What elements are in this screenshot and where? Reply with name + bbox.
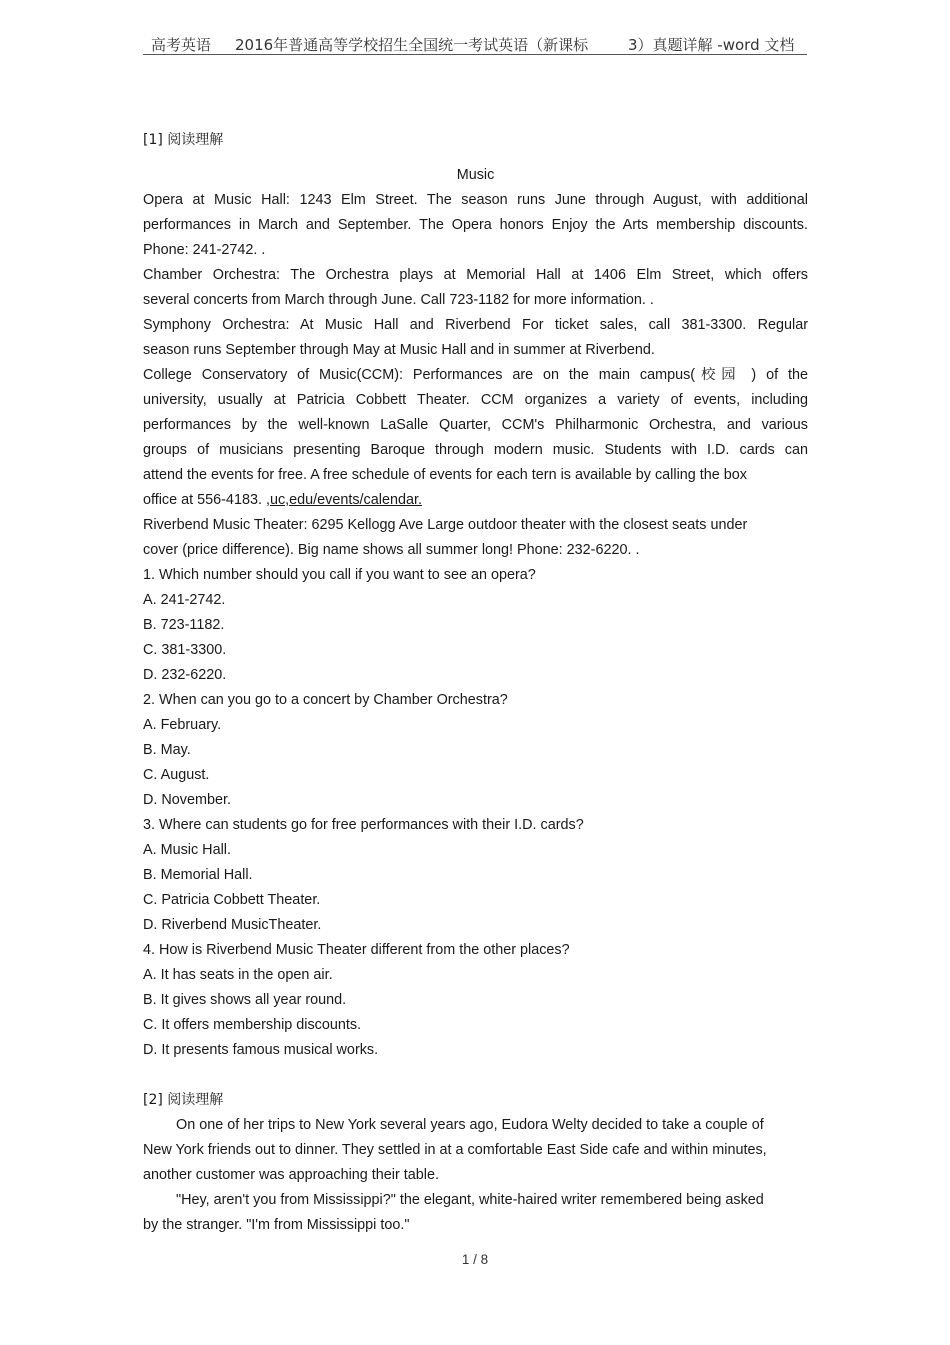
question-text: 4. How is Riverbend Music Theater different from the other places? [143,942,570,958]
ccm-last-prefix: office at 556-4183. , [143,492,270,508]
passage-title: Music [456,167,495,183]
riverbend-paragraph [143,513,808,563]
riverbend-line: Riverbend Music Theater: 6295 Kellogg Ave Large outdoor theater with the closest seats under [143,517,748,533]
answer-option: B. It gives shows all year round. [143,992,347,1008]
opera-paragraph [143,188,808,263]
ccm-line: performances by the well-known LaSalle Quarter, CCM's Philharmonic Orchestra, and various [143,417,808,433]
ccm-line: groups of musicians presenting Baroque through modern music. Students with I.D. cards can [143,442,808,458]
page-number: 1 / 8 [461,1252,489,1267]
section-2-label: [2] 阅读理解 [143,1092,224,1108]
answer-option: D. It presents famous musical works. [143,1042,379,1058]
answer-option: B. May. [143,742,191,758]
ccm-line: College Conservatory of Music(CCM): Performances are on the main campus(校园 ) of the [143,367,808,383]
answer-option: D. November. [143,792,231,808]
ccm-line [143,488,808,513]
chamber-paragraph [143,263,808,313]
opera-line: performances in March and September. The Opera honors Enjoy the Arts membership discounts. [143,217,808,233]
symphony-line: season runs September through May at Music Hall and in summer at Riverbend. [143,342,655,358]
question-block [143,563,808,688]
answer-option: B. Memorial Hall. [143,867,253,883]
story-line: On one of her trips to New York several years ago, Eudora Welty decided to take a couple of [176,1117,764,1133]
question-text: 1. Which number should you call if you want to see an opera? [143,567,536,583]
symphony-paragraph [143,313,808,363]
opera-line: Phone: 241-2742. . [143,242,266,258]
answer-option: C. 381-3300. [143,642,227,658]
story-line: another customer was approaching their table. [143,1167,439,1183]
chamber-line: Chamber Orchestra: The Orchestra plays at Memorial Hall at 1406 Elm Street, which offers [143,267,808,283]
document-body [143,128,808,1238]
answer-option: B. 723-1182. [143,617,225,633]
answer-option: D. Riverbend MusicTheater. [143,917,322,933]
answer-option: C. It offers membership discounts. [143,1017,362,1033]
question-block [143,938,808,1063]
answer-option: C. Patricia Cobbett Theater. [143,892,321,908]
question-block [143,813,808,938]
answer-option: D. 232-6220. [143,667,227,683]
question-text: 2. When can you go to a concert by Chamber Orchestra? [143,692,508,708]
story-paragraph-1 [143,1113,808,1188]
header-right: 3）真题详解 -word 文档 [628,36,795,54]
story-line: New York friends out to dinner. They settled in at a comfortable East Side cafe and within minutes, [143,1142,767,1158]
answer-option: C. August. [143,767,210,783]
answer-option: A. 241-2742. [143,592,226,608]
answer-option: A. Music Hall. [143,842,231,858]
question-block [143,688,808,813]
story-paragraph-2 [143,1188,808,1238]
ccm-calendar-link[interactable]: uc,edu/events/calendar. [269,492,422,508]
story-line: "Hey, aren't you from Mississippi?" the elegant, white-haired writer remembered being asked [176,1192,764,1208]
section-1-label: [1] 阅读理解 [143,132,224,148]
answer-option: A. February. [143,717,222,733]
page-header [143,34,807,55]
ccm-line: attend the events for free. A free schedule of events for each tern is available by calling the box [143,467,747,483]
symphony-line: Symphony Orchestra: At Music Hall and Riverbend For ticket sales, call 381-3300. Regular [143,317,808,333]
ccm-line: university, usually at Patricia Cobbett Theater. CCM organizes a variety of events, including [143,392,808,408]
answer-option: A. It has seats in the open air. [143,967,333,983]
header-left: 高考英语 [151,36,212,54]
story-line: by the stranger. "I'm from Mississippi too." [143,1217,410,1233]
header-middle: 2016年普通高等学校招生全国统一考试英语（新课标 [235,36,589,54]
question-text: 3. Where can students go for free performances with their I.D. cards? [143,817,584,833]
riverbend-line: cover (price difference). Big name shows all summer long! Phone: 232-6220. . [143,542,640,558]
ccm-paragraph [143,363,808,513]
opera-line: Opera at Music Hall: 1243 Elm Street. The season runs June through August, with additional [143,192,808,208]
chamber-line: several concerts from March through June. Call 723-1182 for more information. . [143,292,654,308]
